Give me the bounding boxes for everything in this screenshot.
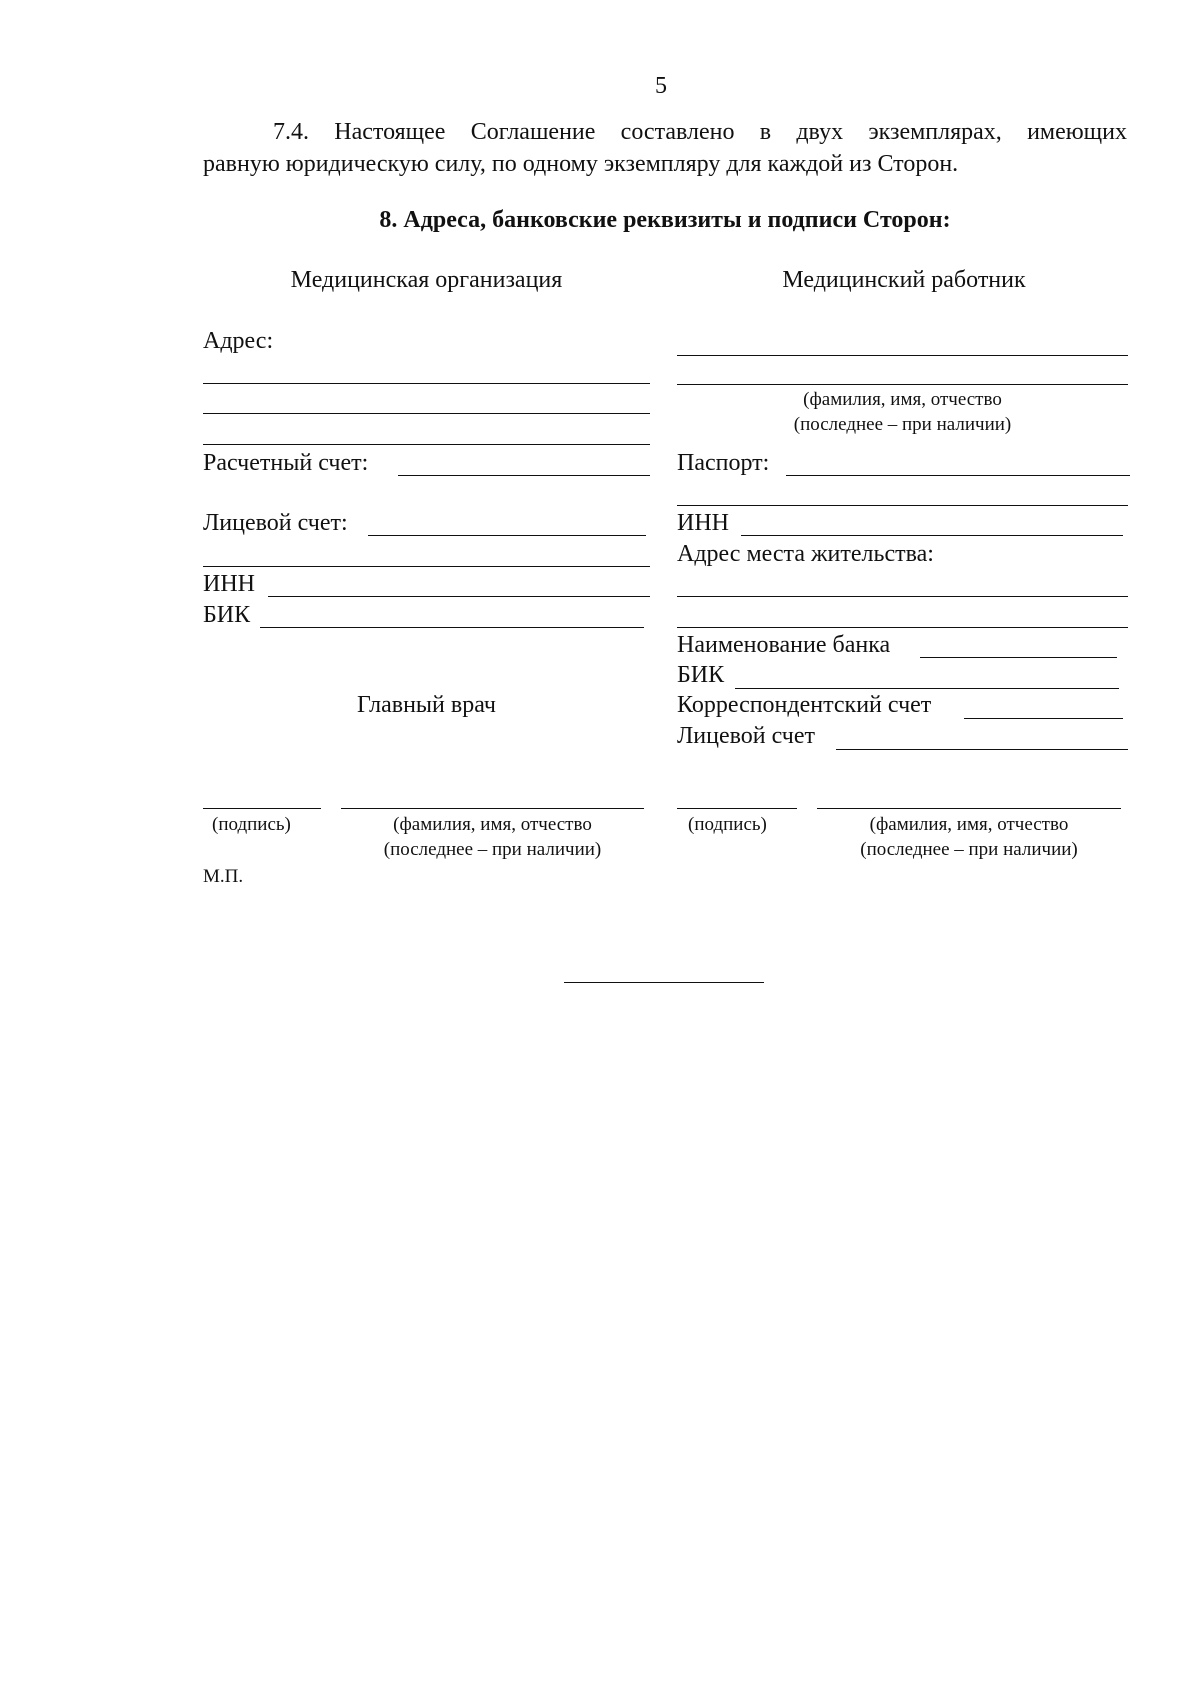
left-name-caption-2: (последнее – при наличии) <box>383 839 602 860</box>
left-signature-caption: (подпись) <box>212 814 291 835</box>
right-corr-account-label: Корреспондентский счет <box>677 692 932 718</box>
right-sig-name-caption-1: (фамилия, имя, отчество <box>869 814 1069 835</box>
right-signature-line[interactable] <box>677 808 797 809</box>
left-personal-account-label: Лицевой счет: <box>203 510 348 536</box>
right-sig-name-caption-2: (последнее – при наличии) <box>860 839 1078 860</box>
right-personal-account-field[interactable] <box>836 749 1128 750</box>
right-name-caption-2: (последнее – при наличии) <box>793 414 1012 435</box>
clause-7-4-line-2: равную юридическую силу, по одному экземпляру для каждой из Сторон. <box>203 151 959 177</box>
right-bik-field[interactable] <box>735 688 1119 689</box>
right-bik-label: БИК <box>677 662 725 688</box>
right-residence-line-2[interactable] <box>677 627 1128 628</box>
right-name-line-1[interactable] <box>677 355 1128 356</box>
right-passport-field[interactable] <box>786 475 1130 476</box>
left-address-line-1[interactable] <box>203 383 650 384</box>
left-name-line[interactable] <box>341 808 644 809</box>
left-bik-label: БИК <box>203 602 251 628</box>
clause-7-4-line-1: 7.4. Настоящее Соглашение составлено в двух экземплярах, имеющих <box>273 119 1127 145</box>
left-address-label: Адрес: <box>203 328 274 354</box>
right-party-heading: Медицинский работник <box>782 267 1026 293</box>
right-passport-line-2[interactable] <box>677 505 1128 506</box>
left-party-heading: Медицинская организация <box>290 267 563 293</box>
right-signature-caption: (подпись) <box>688 814 767 835</box>
left-address-line-3[interactable] <box>203 444 650 445</box>
left-inn-label: ИНН <box>203 571 255 597</box>
left-position: Главный врач <box>357 692 496 718</box>
left-address-line-2[interactable] <box>203 413 650 414</box>
left-signature-line[interactable] <box>203 808 321 809</box>
left-account-label: Расчетный счет: <box>203 450 369 476</box>
end-divider <box>564 982 764 983</box>
right-bank-name-label: Наименование банка <box>677 632 891 658</box>
right-name-line-2[interactable] <box>677 384 1128 385</box>
right-personal-account-label: Лицевой счет <box>677 723 816 749</box>
right-passport-label: Паспорт: <box>677 450 770 476</box>
right-corr-account-field[interactable] <box>964 718 1123 719</box>
right-name-caption-1: (фамилия, имя, отчество <box>803 389 1002 410</box>
right-inn-label: ИНН <box>677 510 729 536</box>
right-bank-name-field[interactable] <box>920 657 1117 658</box>
right-residence-label: Адрес места жительства: <box>677 541 934 567</box>
left-account-field[interactable] <box>398 475 650 476</box>
left-name-caption-1: (фамилия, имя, отчество <box>393 814 592 835</box>
left-inn-field[interactable] <box>268 596 650 597</box>
stamp-label: М.П. <box>203 866 244 887</box>
clause-7-4 <box>203 116 1127 180</box>
section-title: 8. Адреса, банковские реквизиты и подписи Сторон: <box>379 207 951 233</box>
left-bik-field[interactable] <box>260 627 644 628</box>
right-inn-field[interactable] <box>741 535 1123 536</box>
left-personal-account-line-2[interactable] <box>203 566 650 567</box>
right-residence-line-1[interactable] <box>677 596 1128 597</box>
right-name-sig-line[interactable] <box>817 808 1121 809</box>
page-number: 5 <box>655 73 667 99</box>
left-personal-account-field[interactable] <box>368 535 646 536</box>
